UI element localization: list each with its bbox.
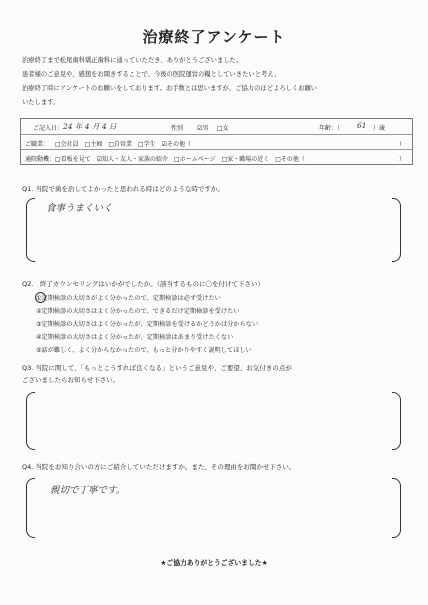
reason-close: ） [399,156,406,163]
intro-line-1: 治療終了まで松尾歯科矯正歯科に通っていただき、ありがとうございました。 [22,57,243,64]
occupation-options[interactable]: □会社員 □主婦 □自営業 □学生 ☑その他（ [55,141,192,148]
q3-bracket-right [392,392,401,450]
q3-question-line-1: Q3. 当院に関して、「もっとこうすれば良くなる」というご意見や、ご要望、お気付きの点が [22,364,292,372]
occupation-close: ） [399,141,406,148]
reason-options[interactable]: □看板を見て ☑知人・友人・家族の紹介 □ホームページ □家・職場の近く □その他（ [55,156,305,163]
intro-line-2: 患者様のご意見や、感想をお聞きすることで、今後の医院運営の糧としていきたいと考え、 [22,71,281,78]
q4-bracket-right [392,478,401,538]
occupation-label: ご職業： [25,141,50,148]
q2-option-1-selected-circle [35,292,46,303]
reason-label: 通院動機： [25,156,56,163]
gender-female-checkbox[interactable]: □女 [217,125,229,132]
info-row-occupation [21,134,412,150]
q1-question: Q1. 当院で歯を治してよかったと思われる時はどのような時ですか。 [22,185,224,193]
intro-line-4: いたします。 [22,99,60,106]
q2-option-1[interactable]: ①定期検診の大切さがよく分かったので、定期検診は必ず受けたい [36,295,221,302]
date-value[interactable]: 24 年 4 月 4 日 [63,122,117,131]
respondent-info-box [20,118,413,165]
q2-option-4[interactable]: ④定期検診の大切さはよく分かったが、定期検診はあまり受けたくない [36,334,234,341]
q1-bracket-right [392,198,401,262]
intro-line-3: 治療終了時にアンケートのお願いをしております。お手数とは思いますが、ご協力のほどよろしくお願い [22,85,318,92]
gender-label: 性別 [171,125,184,132]
q3-question-line-2: ございましたらお知らせ下さい。 [22,376,120,384]
info-row-date [21,119,412,134]
q4-answer[interactable]: 親切で丁寧です。 [50,485,126,496]
q2-option-5[interactable]: ⑤話が難しく、よく分からなかったので、もっと分かりやすく説明してほしい [36,347,252,354]
q2-option-2[interactable]: ②定期検診の大切さはよく分かったので、できるだけ定期検診を受けたい [36,308,240,315]
closing-message: ★ご協力ありがとうございました★ [160,559,268,567]
q4-question: Q4. 当院をお知り合いの方にご紹介していただけますか。また、その理由をお聞かせ下さい。 [22,463,296,471]
q2-question: Q2. 終了カウンセリングはいかがでしたか。（該当するものに〇を付けて下さい） [22,280,264,288]
age-label: 年齢：（ [319,125,341,132]
age-value[interactable]: 61 [357,121,367,130]
date-label: ご記入日： [33,125,64,132]
gender-male-checkbox[interactable]: ☑男 [197,125,209,132]
q1-answer[interactable]: 食事うまくいく [46,203,113,214]
info-row-reason [21,149,412,165]
page-title: 治療終了アンケート [142,28,286,46]
q1-bracket-left [26,198,35,262]
q3-bracket-left [26,392,35,450]
q4-bracket-left [26,478,35,538]
q2-option-3[interactable]: ③定期検診の大切さはよく分かったが、定期検診を受けるかどうかは分からない [36,321,259,328]
age-unit: ）歳 [373,125,386,132]
